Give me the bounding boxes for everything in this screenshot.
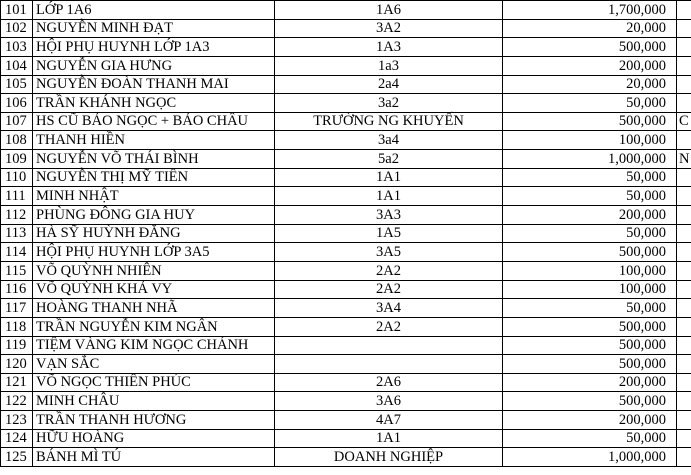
table-row [1, 224, 691, 243]
amount-cell[interactable]: 100,000 [503, 261, 677, 280]
class-cell[interactable]: TRƯỜNG NG KHUYẾN [275, 112, 503, 131]
class-cell[interactable]: 3A2 [275, 19, 503, 38]
donor-name-cell[interactable]: VẠN SẮC [33, 355, 275, 374]
overflow-cell[interactable] [677, 168, 691, 187]
table-row [1, 1, 691, 20]
amount-cell[interactable]: 500,000 [503, 336, 677, 355]
amount-cell[interactable]: 500,000 [503, 355, 677, 374]
overflow-cell[interactable] [677, 206, 691, 225]
class-cell[interactable]: 3A4 [275, 299, 503, 318]
donor-name-cell[interactable]: VÕ NGỌC THIÊN PHÚC [33, 373, 275, 392]
class-cell[interactable]: 3a4 [275, 131, 503, 150]
row-number-cell[interactable]: 102 [1, 19, 33, 38]
class-cell[interactable] [275, 336, 503, 355]
table-row [1, 243, 691, 262]
overflow-cell[interactable] [677, 38, 691, 57]
amount-cell[interactable]: 1,000,000 [503, 448, 677, 467]
donor-name-cell[interactable]: HỮU HOÀNG [33, 429, 275, 448]
donor-name-cell[interactable]: HÀ SỸ HUỲNH ĐĂNG [33, 224, 275, 243]
table-row [1, 411, 691, 430]
row-number-cell[interactable]: 117 [1, 299, 33, 318]
amount-cell[interactable]: 20,000 [503, 75, 677, 94]
class-cell[interactable]: DOANH NGHIỆP [275, 448, 503, 467]
table-row [1, 299, 691, 318]
amount-cell[interactable]: 1,000,000 [503, 150, 677, 169]
amount-cell[interactable]: 50,000 [503, 429, 677, 448]
overflow-cell[interactable] [677, 94, 691, 113]
row-number-cell[interactable]: 116 [1, 280, 33, 299]
donor-name-cell[interactable]: HOÀNG THANH NHÃ [33, 299, 275, 318]
table-row [1, 336, 691, 355]
class-cell[interactable]: 2A2 [275, 261, 503, 280]
amount-cell[interactable]: 50,000 [503, 224, 677, 243]
table-row [1, 317, 691, 336]
donor-name-cell[interactable]: VÕ QUỲNH KHẢ VY [33, 280, 275, 299]
table-row [1, 187, 691, 206]
class-cell[interactable]: 4A7 [275, 411, 503, 430]
overflow-cell[interactable]: N [677, 150, 691, 169]
class-cell[interactable]: 1a3 [275, 56, 503, 75]
donor-name-cell[interactable]: NGUYỄN MINH ĐẠT [33, 19, 275, 38]
donor-name-cell[interactable]: HỘI PHỤ HUYNH LỚP 1A3 [33, 38, 275, 57]
row-number-cell[interactable]: 121 [1, 373, 33, 392]
class-cell[interactable]: 2A2 [275, 280, 503, 299]
table-row [1, 112, 691, 131]
row-number-cell[interactable]: 115 [1, 261, 33, 280]
overflow-cell[interactable] [677, 1, 691, 20]
overflow-cell[interactable] [677, 355, 691, 374]
overflow-cell[interactable] [677, 280, 691, 299]
table-row [1, 19, 691, 38]
table-row [1, 75, 691, 94]
donor-name-cell[interactable]: THANH HIỀN [33, 131, 275, 150]
overflow-cell[interactable] [677, 429, 691, 448]
class-cell[interactable]: 1A6 [275, 1, 503, 20]
class-cell[interactable]: 3A5 [275, 243, 503, 262]
overflow-cell[interactable] [677, 187, 691, 206]
amount-cell[interactable]: 100,000 [503, 131, 677, 150]
donor-name-cell[interactable]: NGUYỄN VÕ THÁI BÌNH [33, 150, 275, 169]
amount-cell[interactable]: 50,000 [503, 168, 677, 187]
row-number-cell[interactable]: 109 [1, 150, 33, 169]
table-row [1, 131, 691, 150]
donor-name-cell[interactable]: TRẦN KHÁNH NGỌC [33, 94, 275, 113]
table-row [1, 373, 691, 392]
table-row [1, 56, 691, 75]
donor-name-cell[interactable]: PHÙNG ĐÔNG GIA HUY [33, 206, 275, 225]
donor-name-cell[interactable]: TRẦN NGUYỄN KIM NGÂN [33, 317, 275, 336]
donor-name-cell[interactable]: NGUYỄN GIA HƯNG [33, 56, 275, 75]
table-row [1, 168, 691, 187]
table-row [1, 280, 691, 299]
table-row [1, 392, 691, 411]
row-number-cell[interactable]: 107 [1, 112, 33, 131]
row-number-cell[interactable]: 125 [1, 448, 33, 467]
amount-cell[interactable]: 200,000 [503, 373, 677, 392]
overflow-cell[interactable]: C [677, 112, 691, 131]
amount-cell[interactable]: 500,000 [503, 112, 677, 131]
row-number-cell[interactable]: 110 [1, 168, 33, 187]
amount-cell[interactable]: 500,000 [503, 243, 677, 262]
row-number-cell[interactable]: 103 [1, 38, 33, 57]
amount-cell[interactable]: 50,000 [503, 94, 677, 113]
overflow-cell[interactable] [677, 336, 691, 355]
class-cell[interactable]: 3a2 [275, 94, 503, 113]
table-row [1, 38, 691, 57]
row-number-cell[interactable]: 106 [1, 94, 33, 113]
overflow-cell[interactable] [677, 75, 691, 94]
amount-cell[interactable]: 20,000 [503, 19, 677, 38]
donor-name-cell[interactable]: NGUYỄN THỊ MỸ TIÊN [33, 168, 275, 187]
row-number-cell[interactable]: 124 [1, 429, 33, 448]
donor-name-cell[interactable]: MINH NHẬT [33, 187, 275, 206]
class-cell[interactable]: 3A3 [275, 206, 503, 225]
class-cell[interactable] [275, 355, 503, 374]
overflow-cell[interactable] [677, 373, 691, 392]
row-number-cell[interactable]: 114 [1, 243, 33, 262]
amount-cell[interactable]: 200,000 [503, 206, 677, 225]
amount-cell[interactable]: 50,000 [503, 299, 677, 318]
row-number-cell[interactable]: 123 [1, 411, 33, 430]
donor-name-cell[interactable]: HS CŨ BẢO NGỌC + BẢO CHÂU [33, 112, 275, 131]
row-number-cell[interactable]: 119 [1, 336, 33, 355]
donor-name-cell[interactable]: BÁNH MÌ TÚ [33, 448, 275, 467]
donor-name-cell[interactable]: VÕ QUỲNH NHIÊN [33, 261, 275, 280]
overflow-cell[interactable] [677, 261, 691, 280]
amount-cell[interactable]: 500,000 [503, 392, 677, 411]
amount-cell[interactable]: 500,000 [503, 38, 677, 57]
row-number-cell[interactable]: 108 [1, 131, 33, 150]
row-number-cell[interactable]: 122 [1, 392, 33, 411]
overflow-cell[interactable] [677, 448, 691, 467]
row-number-cell[interactable]: 112 [1, 206, 33, 225]
donor-name-cell[interactable]: HỘI PHỤ HUYNH LỚP 3A5 [33, 243, 275, 262]
class-cell[interactable]: 1A1 [275, 429, 503, 448]
row-number-cell[interactable]: 113 [1, 224, 33, 243]
row-number-cell[interactable]: 118 [1, 317, 33, 336]
class-cell[interactable]: 3A6 [275, 392, 503, 411]
class-cell[interactable]: 2A2 [275, 317, 503, 336]
overflow-cell[interactable] [677, 56, 691, 75]
overflow-cell[interactable] [677, 317, 691, 336]
donor-name-cell[interactable]: MINH CHÂU [33, 392, 275, 411]
class-cell[interactable]: 2A6 [275, 373, 503, 392]
row-number-cell[interactable]: 105 [1, 75, 33, 94]
overflow-cell[interactable] [677, 131, 691, 150]
class-cell[interactable]: 5a2 [275, 150, 503, 169]
row-number-cell[interactable]: 101 [1, 1, 33, 20]
class-cell[interactable]: 1A5 [275, 224, 503, 243]
amount-cell[interactable]: 50,000 [503, 187, 677, 206]
table-body [1, 1, 691, 467]
overflow-cell[interactable] [677, 19, 691, 38]
overflow-cell[interactable] [677, 243, 691, 262]
row-number-cell[interactable]: 120 [1, 355, 33, 374]
amount-cell[interactable]: 100,000 [503, 280, 677, 299]
overflow-cell[interactable] [677, 224, 691, 243]
overflow-cell[interactable] [677, 392, 691, 411]
class-cell[interactable]: 1A1 [275, 168, 503, 187]
amount-cell[interactable]: 500,000 [503, 317, 677, 336]
donor-name-cell[interactable]: TIỆM VÀNG KIM NGỌC CHÁNH [33, 336, 275, 355]
overflow-cell[interactable] [677, 411, 691, 430]
class-cell[interactable]: 1A3 [275, 38, 503, 57]
amount-cell[interactable]: 1,700,000 [503, 1, 677, 20]
donor-name-cell[interactable]: LỚP 1A6 [33, 1, 275, 20]
donor-name-cell[interactable]: NGUYỄN ĐOÀN THANH MAI [33, 75, 275, 94]
row-number-cell[interactable]: 111 [1, 187, 33, 206]
table-row [1, 261, 691, 280]
class-cell[interactable]: 2a4 [275, 75, 503, 94]
row-number-cell[interactable]: 104 [1, 56, 33, 75]
donor-name-cell[interactable]: TRẦN THANH HƯƠNG [33, 411, 275, 430]
amount-cell[interactable]: 200,000 [503, 56, 677, 75]
table-row [1, 355, 691, 374]
table-row [1, 206, 691, 225]
overflow-cell[interactable] [677, 299, 691, 318]
class-cell[interactable]: 1A1 [275, 187, 503, 206]
table-row [1, 448, 691, 467]
table-row [1, 429, 691, 448]
table-row [1, 150, 691, 169]
table-row [1, 94, 691, 113]
amount-cell[interactable]: 200,000 [503, 411, 677, 430]
